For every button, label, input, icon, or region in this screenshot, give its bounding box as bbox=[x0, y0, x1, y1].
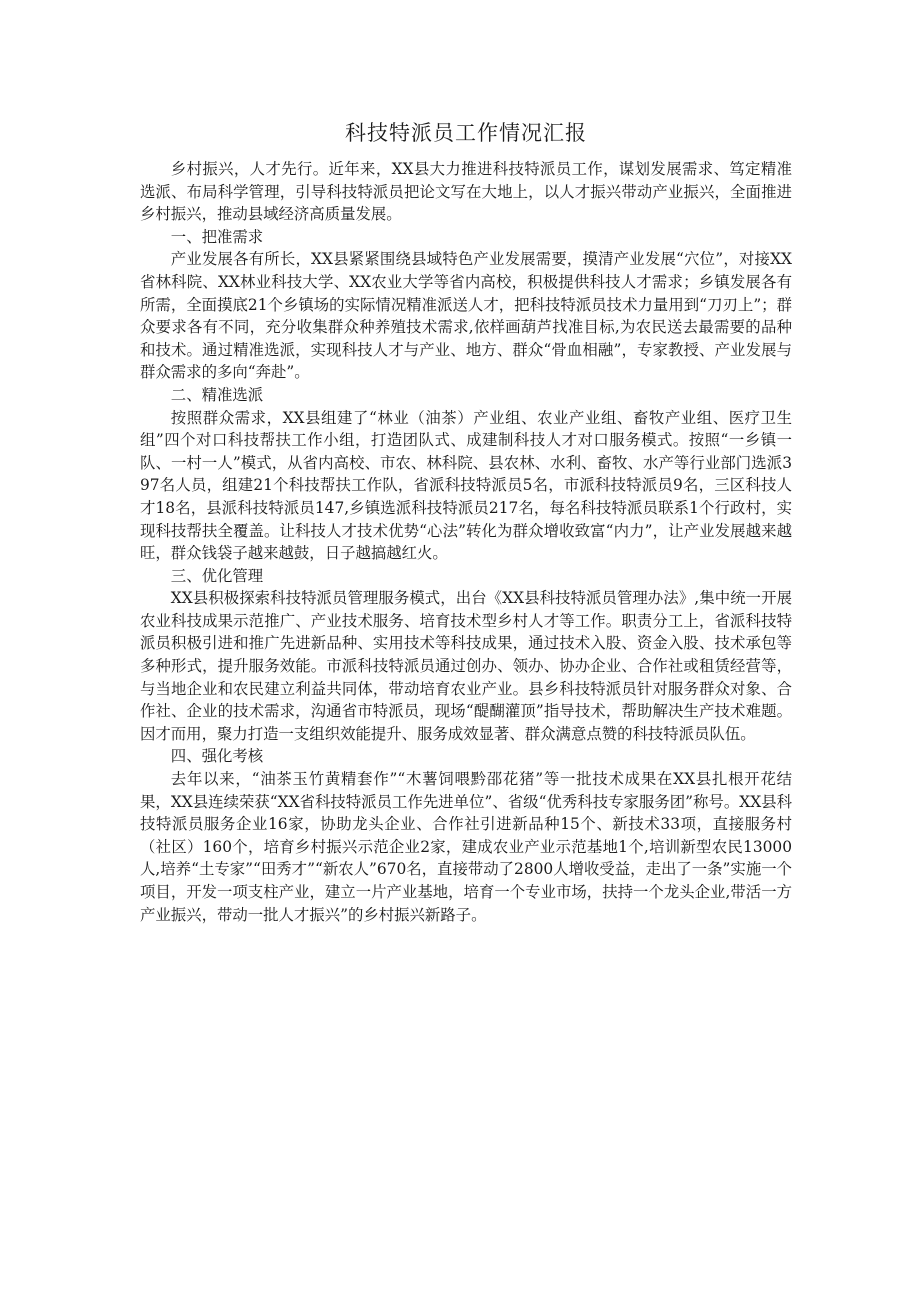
document-page bbox=[140, 118, 792, 926]
section-body-assessment: 去年以来，“油茶玉竹黄精套作”“木薯饲喂黔邵花猪”等一批技术成果在XX县扎根开花结果，XX县连续荣获“XX省科技特派员工作先进单位”、省级“优秀科技专家服务团”称号。XX县科技特派员服务企业16家，协助龙头企业、合作社引进新品种15个、新技术33项，直接服务村（社区）160个，培育乡村振兴示范企业2家，建成农业产业示范基地1个,培训新型农民13000人,培养“土专家”“田秀才”“新农人”670名，直接带动了2800人增收受益，走出了一条”实施一个项目，开发一项支柱产业，建立一片产业基地，培育一个专业市场，扶持一个龙头企业,带活一方产业振兴，带动一批人才振兴”的乡村振兴新路子。 bbox=[140, 770, 792, 924]
section-heading-selection: 二、精准选派 bbox=[170, 385, 264, 404]
section-heading-demand: 一、把准需求 bbox=[170, 227, 264, 246]
section-body-demand: 产业发展各有所长，XX县紧紧围绕县域特色产业发展需要，摸清产业发展“穴位”，对接XX省林科院、XX林业科技大学、XX农业大学等省内高校，积极提供科技人才需求；乡镇发展各有所需，全面摸底21个乡镇场的实际情况精准派送人才，把科技特派员技术力量用到“刀刃上”；群众要求各有不同，充分收集群众种养殖技术需求,依样画葫芦找准目标,为农民送去最需要的品种和技术。通过精准选派，实现科技人才与产业、地方、群众“骨血相融”，专家教授、产业发展与群众需求的多向“奔赴”。 bbox=[140, 250, 792, 382]
document-title: 科技特派员工作情况汇报 bbox=[345, 121, 587, 145]
section-body-selection: 按照群众需求，XX县组建了“林业（油茶）产业组、农业产业组、畜牧产业组、医疗卫生组”四个对口科技帮扶工作小组，打造团队式、成建制科技人才对口服务模式。按照“一乡镇一队、一村一人”模式，从省内高校、市农、林科院、县农林、水利、畜牧、水产等行业部门选派397名人员，组建21个科技帮扶工作队，省派科技特派员5名，市派科技特派员9名，三区科技人才18名，县派科技特派员147,乡镇选派科技特派员217名，每名科技特派员联系1个行政村，实现科技帮扶全覆盖。让科技人才技术优势“心法”转化为群众增收致富“内力”，让产业发展越来越旺，群众钱袋子越来越鼓，日子越搞越红火。 bbox=[140, 408, 792, 563]
section-heading-assessment: 四、强化考核 bbox=[170, 747, 264, 766]
section-heading-management: 三、优化管理 bbox=[170, 566, 264, 585]
section-body-management: XX县积极探索科技特派员管理服务模式，出台《XX县科技特派员管理办法》,集中统一开展农业科技成果示范推广、产业技术服务、培育技术型乡村人才等工作。职责分工上，省派科技特派员积极引进和推广先进新品种、实用技术等科技成果，通过技术入股、资金入股、技术承包等多种形式，提升服务效能。市派科技特派员通过创办、领办、协办企业、合作社或租赁经营等，与当地企业和农民建立利益共同体，带动培育农业产业。县乡科技特派员针对服务群众对象、合作社、企业的技术需求，沟通省市特派员，现场“醍醐灌顶”指导技术，帮助解决生产技术难题。因才而用，聚力打造一支组织效能提升、服务成效显著、群众满意点赞的科技特派员队伍。 bbox=[140, 589, 792, 743]
intro-paragraph: 乡村振兴，人才先行。近年来，XX县大力推进科技特派员工作，谋划发展需求、笃定精准选派、布局科学管理，引导科技特派员把论文写在大地上，以人才振兴带动产业振兴，全面推进乡村振兴，推动县域经济高质量发展。 bbox=[140, 160, 792, 224]
